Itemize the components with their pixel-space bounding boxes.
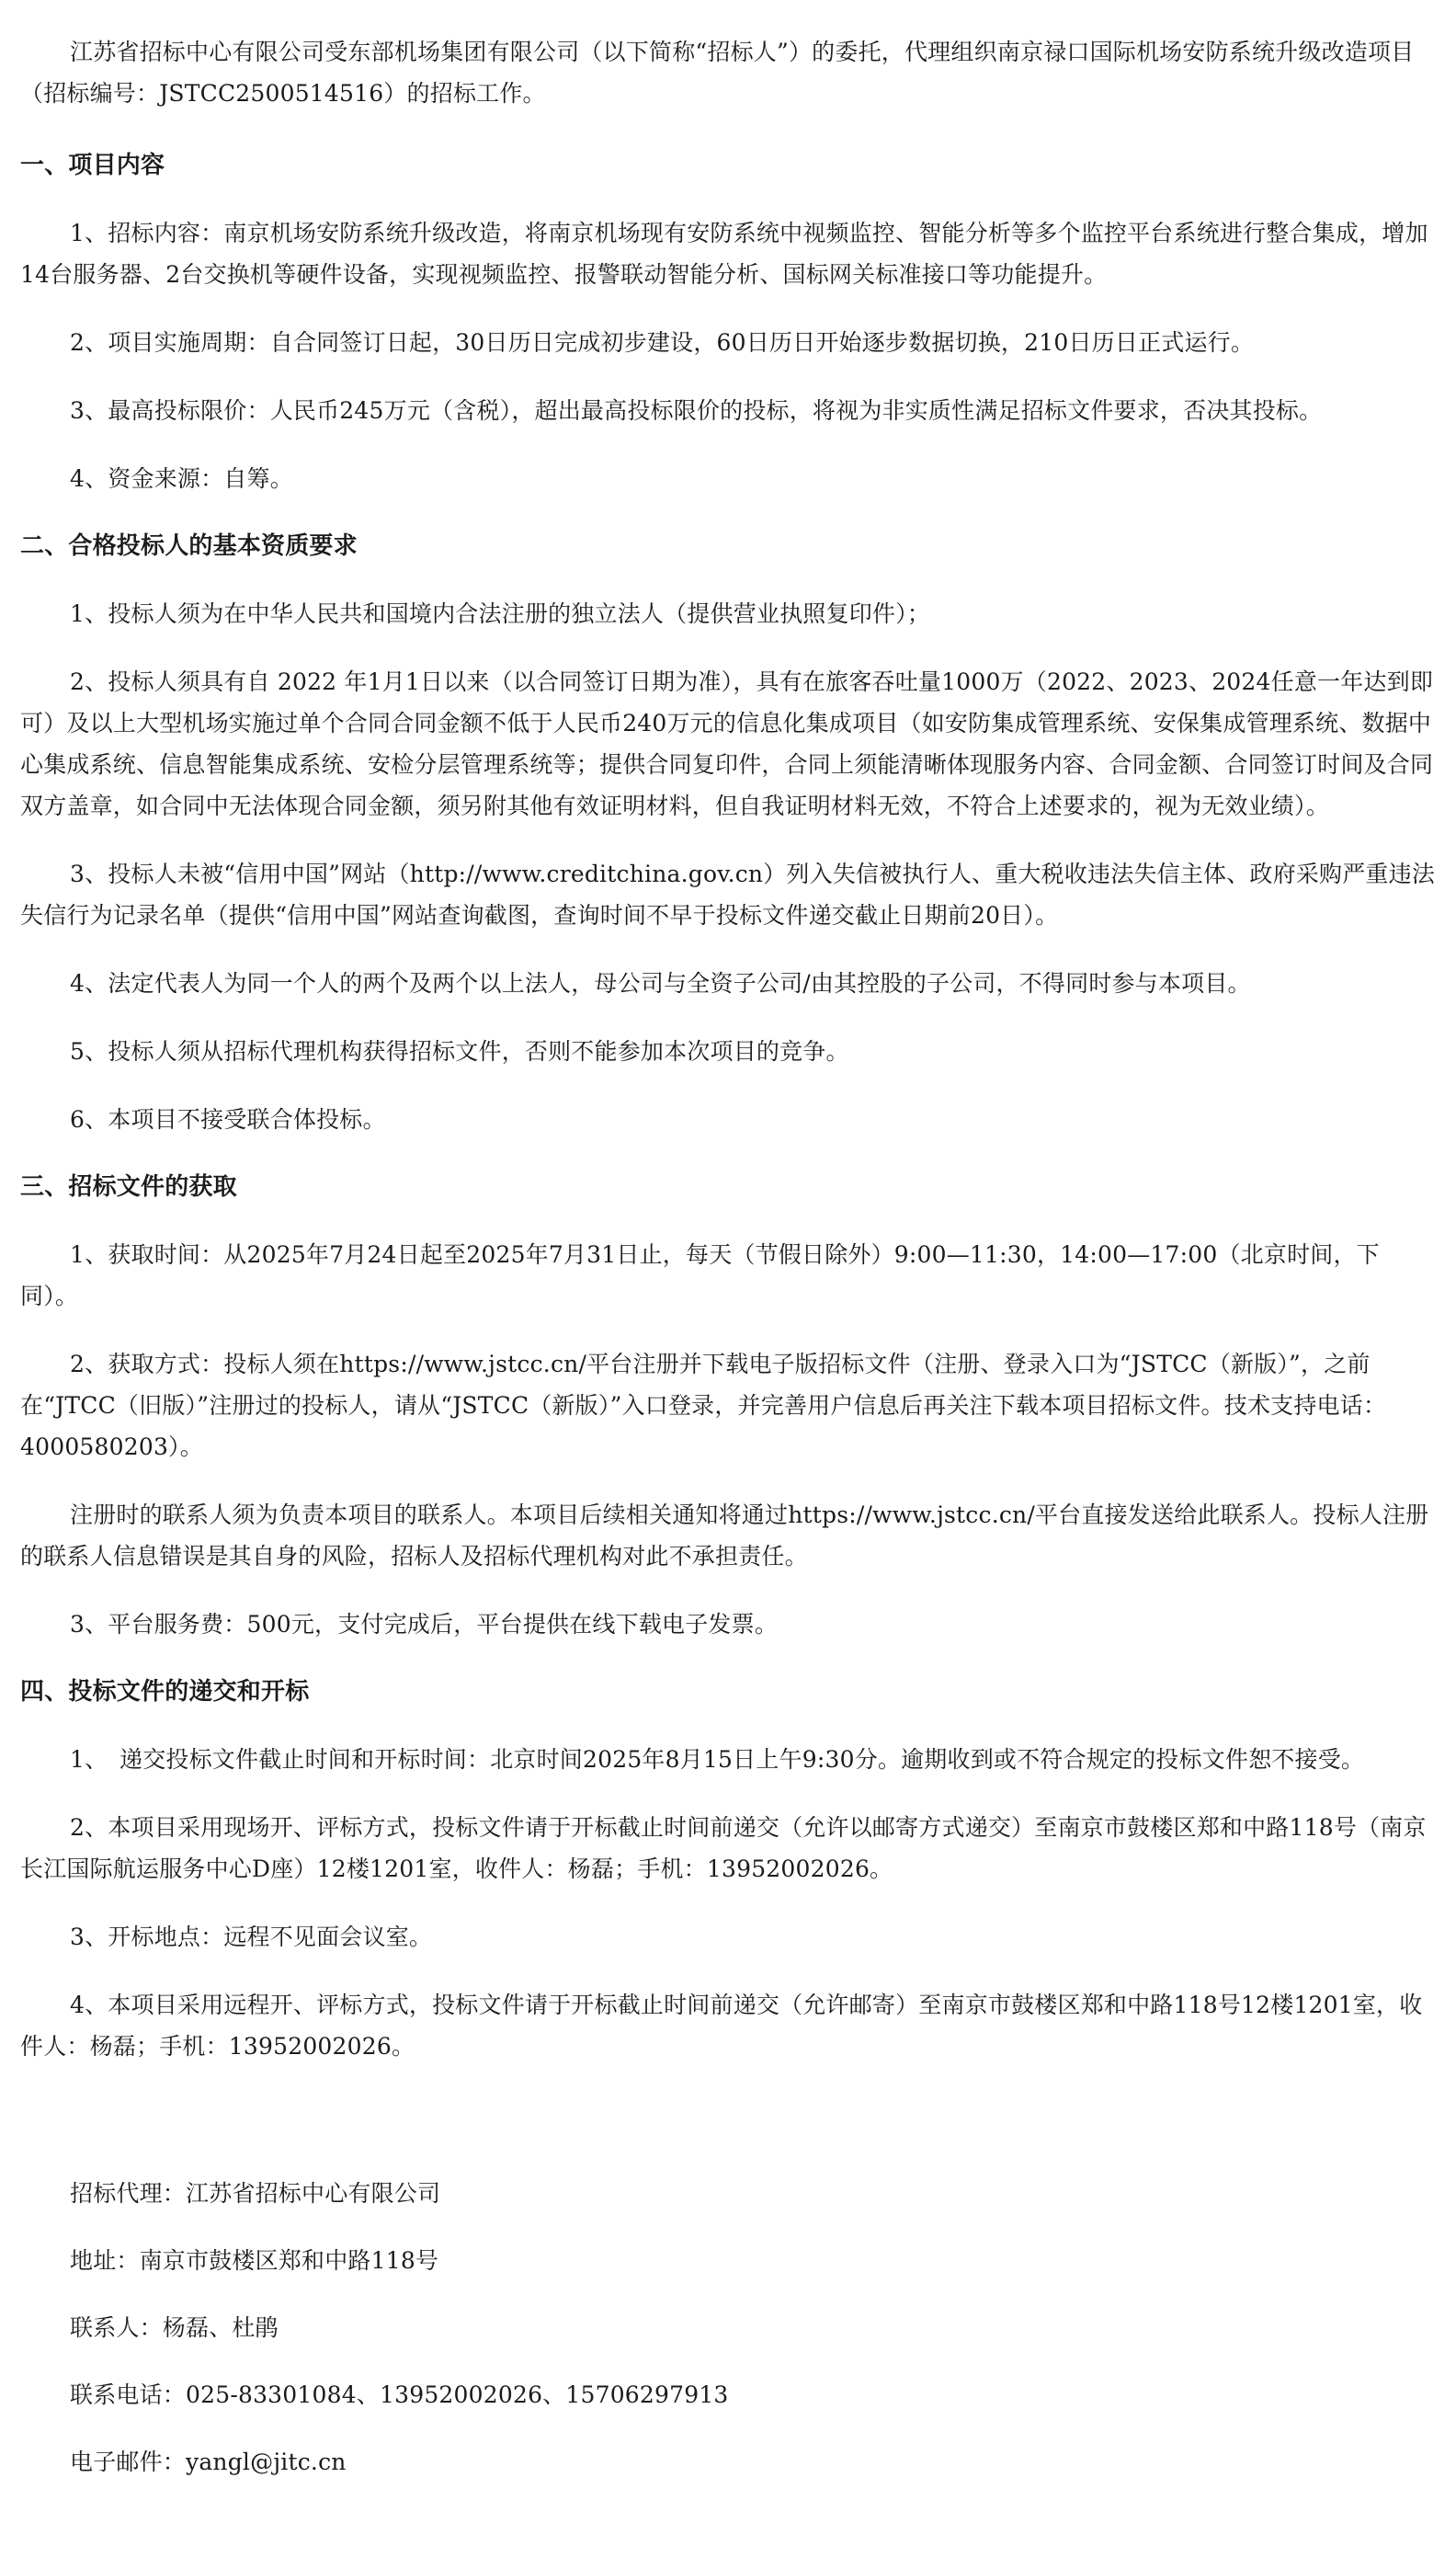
section-heading: 一、项目内容	[20, 152, 165, 179]
paragraph: 2、获取方式：投标人须在https://www.jstcc.cn/平台注册并下载电子版招标文件（注册、登录入口为“JSTCC（新版）”，之前在“JTCC（旧版）”注册过的投标人，请从“JSTCC（新版）”入口登录，并完善用户信息后再关注下载本项目招标文件。技术支持电话：4000580203）。	[20, 1351, 1387, 1460]
contact-phone: 联系电话：025-83301084、13952002026、15706297913	[70, 2381, 729, 2408]
paragraph: 3、开标地点：远程不见面会议室。	[70, 1924, 433, 1950]
section-submission-opening	[20, 1672, 1436, 2067]
paragraph: 1、招标内容：南京机场安防系统升级改造，将南京机场现有安防系统中视频监控、智能分析等多个监控平台系统进行整合集成，增加14台服务器、2台交换机等硬件设备，实现视频监控、报警联动智能分析、国标网关标准接口等功能提升。	[20, 220, 1428, 288]
paragraph: 3、投标人未被“信用中国”网站（http://www.creditchina.gov.cn）列入失信被执行人、重大税收违法失信主体、政府采购严重违法失信行为记录名单（提供“信用中国”网站查询截图，查询时间不早于投标文件递交截止日期前20日）。	[20, 861, 1436, 929]
paragraph: 5、投标人须从招标代理机构获得招标文件，否则不能参加本次项目的竞争。	[70, 1038, 849, 1065]
section-heading: 三、招标文件的获取	[20, 1173, 237, 1201]
section-heading: 四、投标文件的递交和开标	[20, 1678, 310, 1706]
contact-email: 电子邮件：yangl@jitc.cn	[70, 2449, 347, 2475]
paragraph: 4、本项目采用远程开、评标方式，投标文件请于开标截止时间前递交（允许邮寄）至南京市鼓楼区郑和中路118号12楼1201室，收件人：杨磊；手机：13952002026。	[20, 1992, 1423, 2060]
paragraph: 4、资金来源：自筹。	[70, 465, 293, 492]
section-heading: 二、合格投标人的基本资质要求	[20, 532, 358, 560]
paragraph: 3、平台服务费：500元，支付完成后，平台提供在线下载电子发票。	[70, 1611, 779, 1638]
contact-block	[20, 2173, 1436, 2483]
section-project-content	[20, 145, 1436, 499]
paragraph: 2、本项目采用现场开、评标方式，投标文件请于开标截止时间前递交（允许以邮寄方式递交）至南京市鼓楼区郑和中路118号（南京长江国际航运服务中心D座）12楼1201室，收件人：杨磊；手机：13952002026。	[20, 1814, 1427, 1882]
paragraph: 1、获取时间：从2025年7月24日起至2025年7月31日止，每天（节假日除外）9:00—11:30，14:00—17:00（北京时间，下同）。	[20, 1241, 1380, 1309]
contact-agency: 招标代理：江苏省招标中心有限公司	[70, 2180, 441, 2207]
paragraph: 6、本项目不接受联合体投标。	[70, 1106, 386, 1133]
section-qualification	[20, 526, 1436, 1140]
paragraph: 2、投标人须具有自 2022 年1月1日以来（以合同签订日期为准），具有在旅客吞吐量1000万（2022、2023、2024任意一年达到即可）及以上大型机场实施过单个合同合同金额不低于人民币240万元的信息化集成项目（如安防集成管理系统、安保集成管理系统、数据中心集成系统、信息智能集成系统、安检分层管理系统等；提供合同复印件，合同上须能清晰体现服务内容、合同金额、合同签订时间及合同双方盖章，如合同中无法体现合同金额，须另附其他有效证明材料，但自我证明材料无效，不符合上述要求的，视为无效业绩）。	[20, 668, 1434, 819]
paragraph: 2、项目实施周期：自合同签订日起，30日历日完成初步建设，60日历日开始逐步数据切换，210日历日正式运行。	[70, 329, 1255, 356]
paragraph: 1、投标人须为在中华人民共和国境内合法注册的独立法人（提供营业执照复印件）；	[70, 600, 931, 627]
intro-paragraph: 江苏省招标中心有限公司受东部机场集团有限公司（以下简称“招标人”）的委托，代理组织南京禄口国际机场安防系统升级改造项目（招标编号：JSTCC2500514516）的招标工作。	[20, 39, 1415, 107]
contact-address: 地址：南京市鼓楼区郑和中路118号	[70, 2247, 439, 2274]
paragraph: 1、 递交投标文件截止时间和开标时间：北京时间2025年8月15日上午9:30分。逾期收到或不符合规定的投标文件恕不接受。	[70, 1746, 1365, 1773]
paragraph: 注册时的联系人须为负责本项目的联系人。本项目后续相关通知将通过https://www.jstcc.cn/平台直接发送给此联系人。投标人注册的联系人信息错误是其自身的风险，招标人及招标代理机构对此不承担责任。	[20, 1501, 1429, 1570]
paragraph: 4、法定代表人为同一个人的两个及两个以上法人，母公司与全资子公司/由其控股的子公司，不得同时参与本项目。	[70, 970, 1251, 997]
section-obtain-documents	[20, 1167, 1436, 1645]
spacer	[20, 2094, 1436, 2173]
paragraph: 3、最高投标限价：人民币245万元（含税），超出最高投标限价的投标，将视为非实质性满足招标文件要求，否决其投标。	[70, 397, 1323, 424]
contact-people: 联系人：杨磊、杜鹃	[70, 2314, 279, 2341]
